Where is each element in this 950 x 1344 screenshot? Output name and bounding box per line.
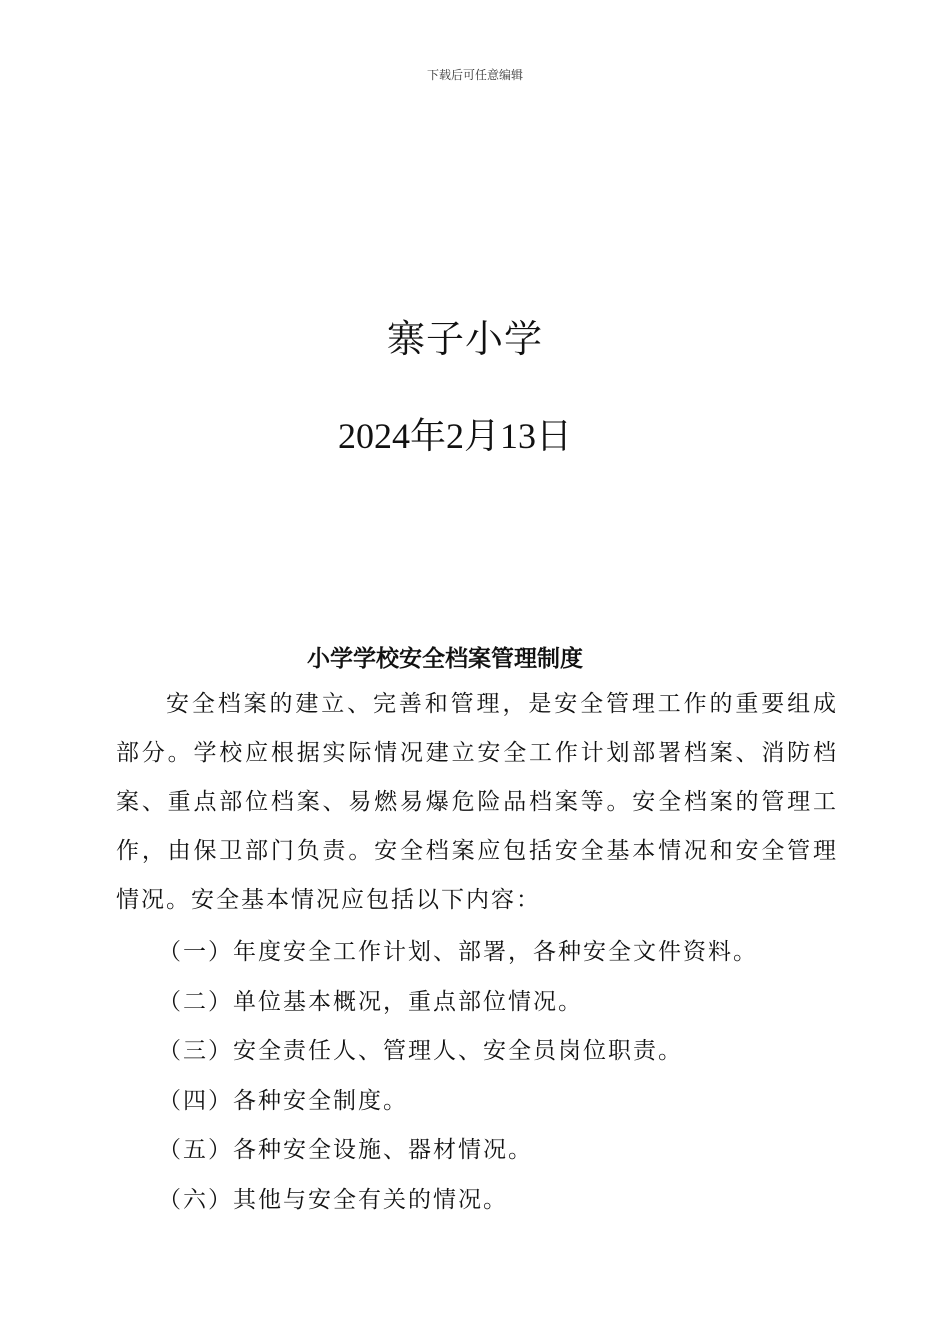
document-date: 2024年2月13日: [337, 416, 572, 456]
list-item: （二）单位基本概况，重点部位情况。: [158, 988, 583, 1015]
list-item: （四）各种安全制度。: [158, 1087, 408, 1114]
list-item: （五）各种安全设施、器材情况。: [158, 1137, 533, 1163]
header-note: 下载后可任意编辑: [426, 68, 523, 82]
list-item: （六）其他与安全有关的情况。: [158, 1186, 508, 1213]
intro-paragraph: 安全档案的建立、完善和管理，是安全管理工作的重要组成部分。学校应根据实际情况建立安全工作计划部署档案、消防档案、重点部位档案、易燃易爆危险品档案等。安全档案的管理工作，由保卫部门负责。安全档案应包括安全基本情况和安全管理情况。安全基本情况应包括以下内容：: [116, 691, 838, 913]
content-list: [158, 928, 838, 1225]
list-item: （三）安全责任人、管理人、安全员岗位职责。: [158, 1038, 683, 1064]
list-item: （一）年度安全工作计划、部署，各种安全文件资料。: [158, 939, 758, 965]
school-name: 寨子小学: [386, 317, 543, 361]
document-title: 小学学校安全档案管理制度: [307, 646, 583, 672]
